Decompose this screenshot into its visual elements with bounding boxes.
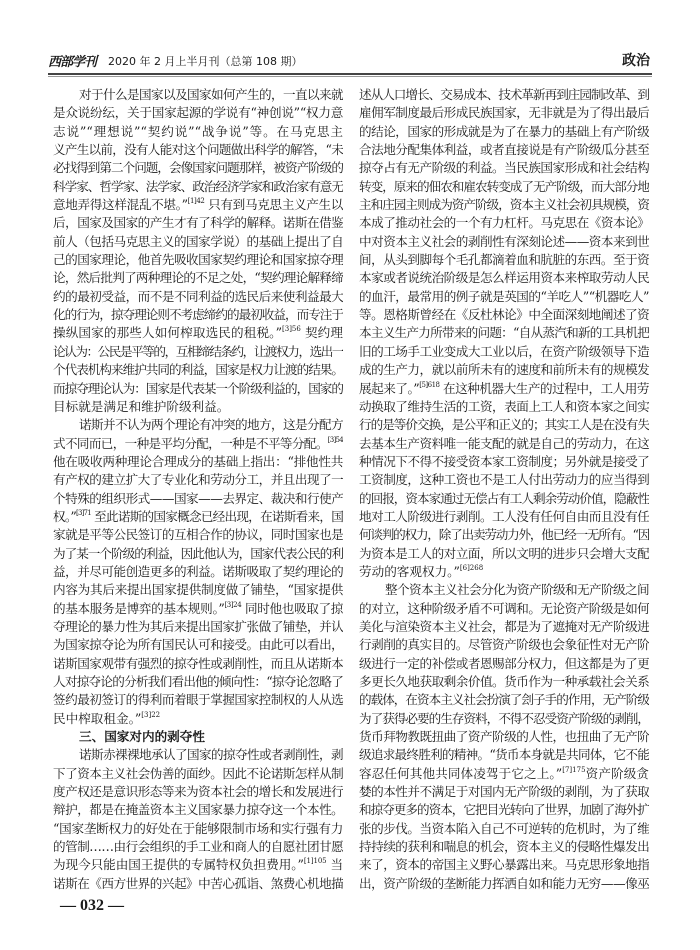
page-header [48, 50, 652, 72]
text-line [359, 380, 649, 398]
text-line [359, 673, 649, 691]
line-text: 目标就是满足和维护阶级利益。 [53, 398, 230, 414]
line-text: 的基本服务是博弈的基本规则。” [53, 600, 225, 616]
text-line [53, 324, 343, 342]
line-text: 出，资产阶级的垄断能力挥洒自如和能力无穷——像巫 [359, 875, 649, 891]
text-line [53, 673, 343, 691]
citation-ref: [1]105 [303, 857, 327, 866]
line-text: 持持续的获利和喘息的机会，资本主义的侵略性爆发出 [359, 839, 649, 855]
line-text: 地对工人阶级进行剥削。工人没有任何自由而且没有任 [359, 508, 649, 524]
citation-ref: [3]56 [282, 325, 301, 334]
line-text: “国家垄断权力的好处在于能够限制市场和实行强有力 [53, 820, 343, 836]
header-rule [48, 73, 652, 75]
citation-ref: [7]175 [562, 765, 586, 774]
line-text: 行剥削的真实目的。尽管资产阶级也会象征性对无产阶 [359, 637, 649, 653]
line-text: 去基本生产资料唯一能支配的就是自己的劳动力，在这 [359, 435, 649, 451]
text-line [359, 636, 649, 654]
text-line [53, 288, 343, 306]
line-text: 张的步伐。当资本陷入自己不可逆转的危机时，为了维 [359, 820, 649, 836]
line-text-cont: 契约理 [300, 325, 343, 341]
line-text: 内容为其后来提出国家提供制度做了铺垫，“国家提供 [53, 582, 343, 598]
line-text: 式不同而已，一种是平均分配，一种是不平等分配。 [53, 435, 328, 451]
text-line [53, 196, 343, 214]
right-column [359, 86, 649, 893]
text-line [359, 435, 649, 453]
line-text: 三、国家对内的剥夺性 [79, 729, 205, 745]
text-line [359, 288, 649, 306]
line-text: 志说”“理想说”“契约说”“战争说”等。在马克思主 [53, 123, 343, 139]
text-line [53, 380, 343, 398]
text-line [53, 618, 343, 636]
line-text: 辩护，都是在掩盖资本主义国家暴力掠夺这一个本性。 [53, 802, 343, 818]
text-line [359, 233, 649, 251]
text-line [359, 746, 649, 764]
text-line [53, 251, 343, 269]
line-text: 行的是等价交换，是公平和正义的；其实工人是在没有失 [359, 417, 649, 433]
line-text: 必找得到第二个问题，会像国家问题那样，被资产阶级的 [53, 160, 343, 176]
text-line [359, 563, 649, 581]
text-line [53, 801, 343, 819]
line-text: 论认为：公民是平等的，互相缔结条约，让渡权力，选出一 [53, 343, 343, 359]
line-text: 述从人口增长、交易成本、技术革新再到庄园制改革、到 [359, 87, 649, 102]
line-text-cont: 当 [326, 857, 343, 873]
line-text: 的结论，国家的形成就是为了在暴力的基础上有产阶级 [359, 123, 649, 139]
line-text: 整个资本主义社会分化为资产阶级和无产阶级之间 [385, 582, 649, 598]
section-heading [53, 728, 343, 746]
line-text: 家就是平等公民签订的互相合作的协议，同时国家也是 [53, 527, 343, 543]
text-line [53, 820, 343, 838]
line-text: 本家或者说统治阶级是怎么样运用资本来榨取劳动人民 [359, 270, 649, 286]
text-line [359, 453, 649, 471]
text-line [359, 196, 649, 214]
line-text: 为资本是工人的对立面，所以文明的进步只会增大支配 [359, 545, 649, 561]
line-text: 化的行为，掠夺理论则不考虑缔约的最初收益，而专注于 [53, 307, 343, 323]
text-line [53, 86, 343, 104]
text-line [359, 801, 649, 819]
text-line [359, 471, 649, 489]
line-text: 主和庄园主则成为资产阶级，资本主义社会初具规模，资 [359, 197, 649, 213]
text-line [53, 600, 343, 618]
line-text: 掠夺占有无产阶级的利益。当民族国家形成和社会结构 [359, 160, 649, 176]
text-line [53, 123, 343, 141]
line-text: 本主义生产力所带来的问题：“自从蒸汽和新的工具机把 [359, 325, 649, 341]
line-text: 个代表机构来维护共同的利益，国家是权力让渡的结果。 [53, 362, 343, 378]
text-line [359, 875, 649, 893]
text-line [53, 178, 343, 196]
line-text: 何谈判的权力，除了出卖劳动力外，他已经一无所有。“因 [359, 527, 649, 543]
line-text: 民中榨取租金。” [53, 710, 142, 726]
text-line [359, 159, 649, 177]
line-text-cont: 在这种机器大生产的过程中，工人用劳 [439, 380, 649, 396]
line-text: 而掠夺理论认为：国家是代表某一个阶级利益的，国家的 [53, 380, 343, 396]
line-text: 和掠夺更多的资本，它把目光转向了世界，加剧了海外扩 [359, 802, 649, 818]
line-text: 美化与渲染资本主义社会，都是为了遮掩对无产阶级进 [359, 618, 649, 634]
text-line [53, 159, 343, 177]
line-text: 工资制度，这种工资也不是工人付出劳动力的应当得到 [359, 472, 649, 488]
text-line [359, 783, 649, 801]
text-line [359, 508, 649, 526]
text-line [53, 361, 343, 379]
text-line [53, 710, 343, 728]
line-text: 夺理论的暴力性为其后来提出国家扩张做了铺垫，并认 [53, 618, 343, 634]
line-text: 为了某一个阶级的利益，因此他认为，国家代表公民的利 [53, 545, 343, 561]
text-line [359, 361, 649, 379]
line-text: 约的最初受益，而不是不同利益的选民后来使利益最大 [53, 288, 343, 304]
text-line [53, 490, 343, 508]
text-line [53, 141, 343, 159]
line-text: 前人（包括马克思主义的国家学说）的基础上提出了自 [53, 233, 343, 249]
line-text: 为国家掠夺论为所有国民认可和接受。由此可以看出， [53, 637, 343, 653]
line-text: 科学家、哲学家、法学家、政治经济学家和政治家有意无 [53, 178, 343, 194]
line-text: 度产权还是意识形态等来为资本社会的增长和发展进行 [53, 784, 343, 800]
text-line [359, 86, 649, 104]
text-line [359, 141, 649, 159]
text-line [359, 324, 649, 342]
line-text: 成的生产力，就以前所未有的速度和前所未有的规模发 [359, 362, 649, 378]
line-text: 中对资本主义社会的剥削性有深刻论述——资本来到世 [359, 233, 649, 249]
text-line [359, 251, 649, 269]
text-line [53, 398, 343, 416]
line-text: 后，国家及国家的产生才有了科学的解释。诺斯在借鉴 [53, 215, 343, 231]
citation-ref: [6]268 [459, 563, 484, 572]
text-line [359, 600, 649, 618]
line-text-cont: 只有到马克思主义产生以 [204, 197, 343, 213]
text-line [359, 526, 649, 544]
text-line [359, 765, 649, 783]
header-rule-thin [48, 76, 652, 77]
line-text: 容忍任何其他共同体凌驾于它之上。” [359, 765, 563, 781]
text-line [359, 343, 649, 361]
text-line [53, 214, 343, 232]
text-line [359, 416, 649, 434]
line-text: 他在吸收两种理论合理成分的基础上指出：“排他性共 [53, 453, 343, 469]
line-text: 义产生以前，没有人能对这个问题做出科学的解答，“未 [53, 142, 343, 158]
page-number: — 032 — [60, 897, 124, 914]
text-line [53, 343, 343, 361]
line-text: 的载体，在资本主义社会扮演了刽子手的作用，无产阶级 [359, 692, 649, 708]
text-line [359, 691, 649, 709]
line-text: 下了资本主义社会伪善的面纱。因此不论诺斯怎样从制 [53, 765, 343, 781]
text-line [359, 178, 649, 196]
text-line [53, 306, 343, 324]
line-text: 的管制……由行会组织的手工业和商人的自愿社团甘愿 [53, 839, 343, 855]
line-text: 个特殊的组织形式——国家——去界定、裁决和行使产 [53, 490, 343, 506]
text-line [53, 545, 343, 563]
citation-ref: [3]22 [141, 710, 161, 719]
text-line [359, 398, 649, 416]
citation-ref: [5]618 [419, 380, 440, 389]
line-text: 动换取了维持生活的工资，表面上工人和资本家之间实 [359, 398, 649, 414]
line-text-cont: 同时他也吸取了掠 [241, 600, 343, 616]
text-line [53, 765, 343, 783]
text-line [359, 655, 649, 673]
text-line [53, 453, 343, 471]
text-line [53, 508, 343, 526]
line-text: 级追求最终胜利的精神。“货币本身就是共同体，它不能 [359, 747, 649, 763]
text-line [359, 104, 649, 122]
line-text: 转变，原来的佃农和雇农转变成了无产阶级，而大部分地 [359, 178, 649, 194]
text-line [53, 471, 343, 489]
line-text: 益，并尽可能创造更多的利益。诺斯吸取了契约理论的 [53, 563, 343, 579]
line-text: 诺斯国家观带有强烈的掠夺性或剥削性，而且从诺斯本 [53, 655, 343, 671]
text-line [53, 655, 343, 673]
line-text: 等。恩格斯曾经在《反杜林论》中全面深刻地阐述了资 [359, 307, 649, 323]
citation-ref: [3]24 [224, 600, 242, 609]
line-text: 劳动的客观权力。” [359, 563, 460, 579]
line-text: 对于什么是国家以及国家如何产生的，一直以来就 [79, 87, 343, 102]
line-text: 展起来了。” [359, 380, 420, 396]
line-text: 的回报，资本家通过无偿占有工人剩余劳动价值，隐蔽性 [359, 490, 649, 506]
line-text: 级进行一定的补偿或者恩赐部分权力，但这都是为了更 [359, 655, 649, 671]
line-text: 己的国家理论，他首先吸收国家契约理论和国家掠夺理 [53, 252, 343, 268]
text-line [359, 618, 649, 636]
text-line [359, 306, 649, 324]
text-line [53, 563, 343, 581]
text-line [359, 269, 649, 287]
line-text: 签约最初签订的得利而着眼于掌握国家控制权的人从选 [53, 692, 343, 708]
line-text-cont: 至此诺斯的国家概念已经出现，在诺斯看来，国 [90, 508, 343, 524]
journal-logo: 西部学刊 [48, 55, 97, 70]
text-line [53, 104, 343, 122]
line-text: 有产权的建立扩大了专业化和劳动分工，并且出现了一 [53, 472, 343, 488]
line-text: 合法地分配集体利益，或者直接说是有产阶级瓜分甚至 [359, 142, 649, 158]
text-line [359, 545, 649, 563]
line-text: 的血汗，最常用的例子就是英国的“羊吃人”“机器吃人” [359, 288, 649, 304]
text-line [53, 233, 343, 251]
line-text: 婪的本性并不满足于对国内无产阶级的剥削，为了获取 [359, 784, 649, 800]
line-text: 间，从头到脚每个毛孔都滴着血和肮脏的东西。至于资 [359, 252, 649, 268]
line-text: 雇佣军制度最后形成民族国家，无非就是为了得出最后 [359, 105, 649, 121]
text-line [359, 820, 649, 838]
text-line [359, 710, 649, 728]
line-text: 来了，资本的帝国主义野心暴露出来。马克思形象地指 [359, 857, 649, 873]
line-text: 为现今只能由国王提供的专属特权负担费用。” [53, 857, 304, 873]
text-line [359, 856, 649, 874]
text-line [53, 838, 343, 856]
text-line [53, 636, 343, 654]
text-line [53, 691, 343, 709]
line-text: 人对掠夺论的分析我们看出他的倾向性：“掠夺论忽略了 [53, 674, 343, 689]
text-line [359, 581, 649, 599]
text-line [53, 581, 343, 599]
line-text: 操纵国家的那些人如何榨取选民的租税。” [53, 325, 283, 341]
line-text: 诺斯在《西方世界的兴起》中苦心孤诣、煞费心机地描 [53, 875, 343, 891]
line-text: 是众说纷纭，关于国家起源的学说有“神创说”“权力意 [53, 105, 343, 121]
text-line [53, 416, 343, 434]
line-text: 旧的工场手工业变成大工业以后，在资产阶级领导下造 [359, 343, 649, 359]
text-line [359, 838, 649, 856]
text-line [53, 783, 343, 801]
citation-ref: [3]54 [327, 435, 343, 444]
line-text: 种情况下不得不接受资本家工资制度；另外就是接受了 [359, 453, 649, 469]
line-text: 本成了推动社会的一个有力杠杆。马克思在《资本论》 [359, 215, 649, 231]
line-text: 为了获得必要的生存资料，不得不忍受资产阶级的剥削， [359, 710, 649, 726]
text-line [53, 526, 343, 544]
citation-ref: [3]71 [76, 508, 91, 517]
text-line [359, 214, 649, 232]
text-line [53, 856, 343, 874]
section-label: 政治 [622, 53, 650, 69]
text-line [359, 123, 649, 141]
issue-info: 2020 年 2 月上半月刊（总第 108 期） [108, 55, 303, 68]
line-text: 论，然后批判了两种理论的不足之处，“契约理论解释缔 [53, 270, 343, 286]
left-column [53, 86, 343, 893]
line-text-cont: 资产阶级贪 [585, 765, 649, 781]
text-line [359, 490, 649, 508]
text-line [53, 269, 343, 287]
text-line [53, 435, 343, 453]
text-line [53, 746, 343, 764]
line-text: 货币拜物教既扭曲了资产阶级的人性，也扭曲了无产阶 [359, 729, 649, 745]
text-line [359, 728, 649, 746]
line-text: 权。” [53, 508, 77, 524]
line-text: 意地弄得这样混乱不堪。” [53, 197, 188, 213]
line-text: 诺斯并不认为两个理论有冲突的地方，这是分配方 [79, 417, 343, 433]
line-text: 诺斯赤裸裸地承认了国家的掠夺性或者剥削性，剥 [79, 747, 343, 763]
text-line [53, 875, 343, 893]
line-text: 多更长久地获取剩余价值。货币作为一种承载社会关系 [359, 674, 649, 689]
citation-ref: [1]42 [187, 197, 205, 206]
line-text: 的对立，这种阶级矛盾不可调和。无论资产阶级是如何 [359, 600, 649, 616]
